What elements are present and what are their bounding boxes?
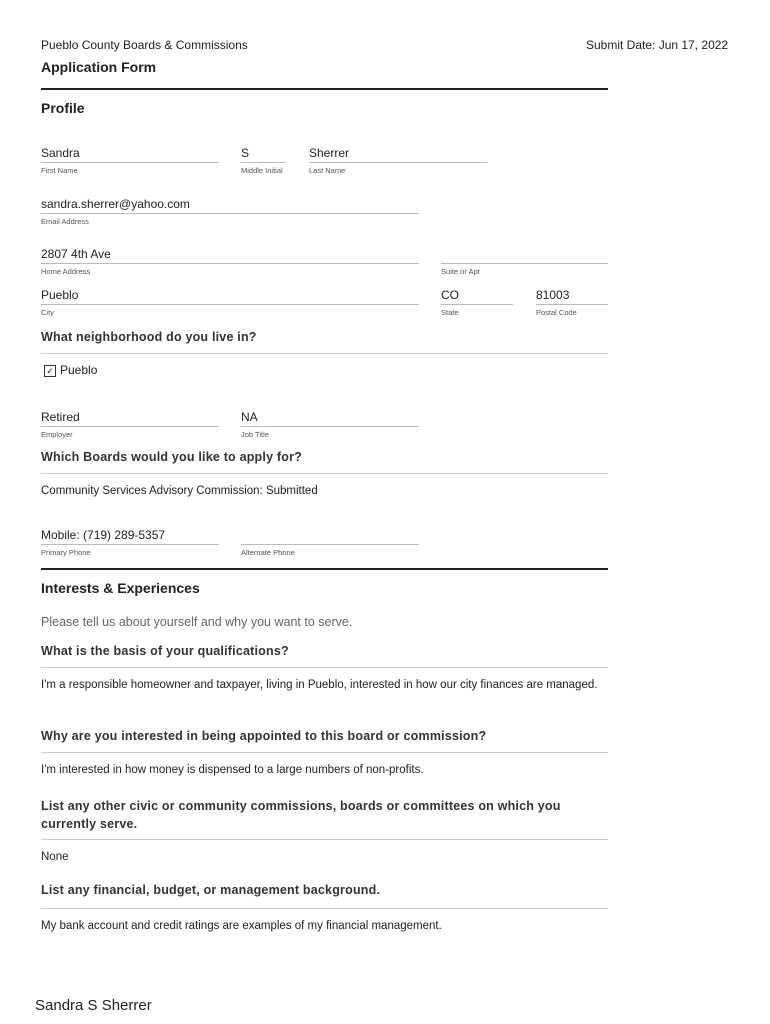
suite-label: Suite or Apt (441, 267, 480, 276)
suite-field (441, 247, 608, 276)
interest-divider (41, 752, 608, 753)
home-address-underline (41, 263, 419, 264)
home-address-label: Home Address (41, 267, 91, 276)
section-heading-profile: Profile (41, 100, 85, 116)
qualifications-answer: I'm a responsible homeowner and taxpayer, living in Pueblo, interested in how our city finances are managed. (41, 679, 598, 691)
state-underline (441, 304, 513, 305)
last-name-field (309, 146, 487, 175)
primary-phone-underline (41, 544, 219, 545)
suite-value (441, 247, 608, 261)
home-address-field (41, 247, 419, 276)
qualifications-question: What is the basis of your qualifications? (41, 644, 289, 658)
last-name-value: Sherrer (309, 146, 350, 160)
signature-name: Sandra S Sherrer (35, 997, 152, 1014)
suite-underline (441, 263, 608, 264)
other-commissions-question: List any other civic or community commissions, boards or committees on which you currently serve. (41, 799, 561, 831)
financial-background-divider (41, 908, 608, 909)
primary-phone-value: Mobile: (719) 289-5357 (41, 528, 166, 542)
job-title-value: NA (241, 410, 258, 424)
header-divider (41, 88, 608, 90)
email-underline (41, 213, 419, 214)
alternate-phone-label: Alternate Phone (241, 548, 295, 557)
city-field (41, 288, 419, 317)
job-title-field (241, 410, 419, 439)
middle-initial-value: S (241, 146, 250, 160)
other-commissions-answer: None (41, 851, 69, 863)
city-label: City (41, 308, 54, 317)
neighborhood-divider (41, 353, 608, 354)
alternate-phone-field (241, 528, 419, 557)
neighborhood-choice-label: Pueblo (60, 363, 98, 377)
middle-initial-underline (241, 162, 286, 163)
postal-code-value: 81003 (536, 288, 570, 302)
boards-divider (41, 473, 608, 474)
employer-label: Employer (41, 430, 73, 439)
neighborhood-checkbox[interactable] (44, 365, 56, 377)
middle-initial-field (241, 146, 286, 175)
postal-code-underline (536, 304, 608, 305)
postal-code-field (536, 288, 608, 317)
employer-underline (41, 426, 219, 427)
first-name-underline (41, 162, 219, 163)
form-title: Application Form (41, 59, 157, 75)
neighborhood-question: What neighborhood do you live in? (41, 330, 257, 344)
last-name-underline (309, 162, 487, 163)
interests-intro: Please tell us about yourself and why you want to serve. (41, 615, 353, 629)
city-value: Pueblo (41, 288, 79, 302)
first-name-field (41, 146, 219, 175)
primary-phone-field (41, 528, 219, 557)
boards-answer: Community Services Advisory Commission: Submitted (41, 485, 318, 497)
city-underline (41, 304, 419, 305)
state-value: CO (441, 288, 459, 302)
submit-date: Submit Date: Jun 17, 2022 (586, 38, 729, 52)
home-address-value: 2807 4th Ave (41, 247, 111, 261)
checkmark-icon: ✓ (46, 366, 54, 376)
qualifications-divider (41, 667, 608, 668)
last-name-label: Last Name (309, 166, 346, 175)
alternate-phone-underline (241, 544, 419, 545)
primary-phone-label: Primary Phone (41, 548, 91, 557)
first-name-value: Sandra (41, 146, 80, 160)
email-field (41, 197, 419, 226)
financial-background-answer: My bank account and credit ratings are examples of my financial management. (41, 920, 442, 932)
job-title-label: Job Title (241, 430, 269, 439)
email-value: sandra.sherrer@yahoo.com (41, 197, 190, 211)
state-label: State (441, 308, 459, 317)
middle-initial-label: Middle Initial (241, 166, 283, 175)
interest-answer: I'm interested in how money is dispensed to a large numbers of non-profits. (41, 764, 424, 776)
financial-background-question: List any financial, budget, or management background. (41, 883, 381, 897)
email-label: Email Address (41, 217, 89, 226)
job-title-underline (241, 426, 419, 427)
interest-question: Why are you interested in being appointed to this board or commission? (41, 729, 487, 743)
postal-code-label: Postal Code (536, 308, 577, 317)
section-heading-interests: Interests & Experiences (41, 580, 200, 596)
employer-field (41, 410, 219, 439)
first-name-label: First Name (41, 166, 78, 175)
employer-value: Retired (41, 410, 80, 424)
other-commissions-divider (41, 839, 608, 840)
section-divider (41, 568, 608, 570)
alternate-phone-value (241, 528, 419, 542)
organization-name: Pueblo County Boards & Commissions (41, 38, 248, 52)
boards-question: Which Boards would you like to apply for? (41, 450, 302, 464)
state-field (441, 288, 513, 317)
